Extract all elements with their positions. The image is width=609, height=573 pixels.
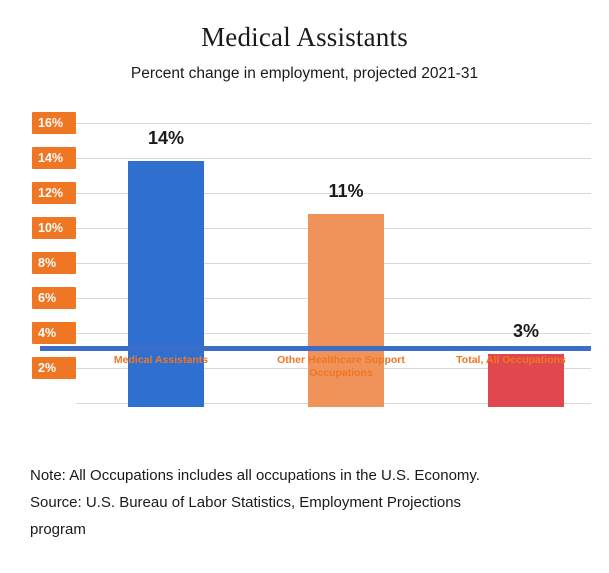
page-title: Medical Assistants: [201, 22, 408, 52]
x-tick-label-total-all-occupations: Total, All Occupations: [456, 354, 566, 366]
chart-subtitle: Percent change in employment, projected 2021-31: [130, 65, 479, 82]
y-tick-label: 8%: [32, 252, 76, 274]
y-tick-label: 16%: [32, 112, 76, 134]
note-text: Note: All Occupations includes all occupations in the U.S. Economy.: [30, 467, 480, 484]
source-text-line-1: Source: U.S. Bureau of Labor Statistics, Employment Projections: [30, 494, 462, 511]
bar-value-label: 3%: [512, 321, 539, 341]
y-tick-label: 10%: [32, 217, 76, 239]
x-axis-category-labels: [76, 354, 591, 394]
x-tick-label-medical-assistants: Medical Assistants: [113, 354, 209, 366]
y-tick-label: 6%: [32, 287, 76, 309]
bar-value-label: 14%: [147, 128, 185, 148]
bar-value-label: 11%: [328, 181, 364, 201]
source-text-line-2: program: [30, 521, 86, 538]
chart-footnotes: [30, 462, 585, 543]
x-axis-line: [40, 346, 591, 351]
y-axis-tick-labels: [32, 109, 78, 407]
y-tick-label: 2%: [32, 357, 76, 379]
y-tick-label: 14%: [32, 147, 76, 169]
y-tick-label: 4%: [32, 322, 76, 344]
x-tick-label-other-healthcare-support: Other Healthcare Support Occupations: [277, 354, 405, 379]
y-tick-label: 12%: [32, 182, 76, 204]
